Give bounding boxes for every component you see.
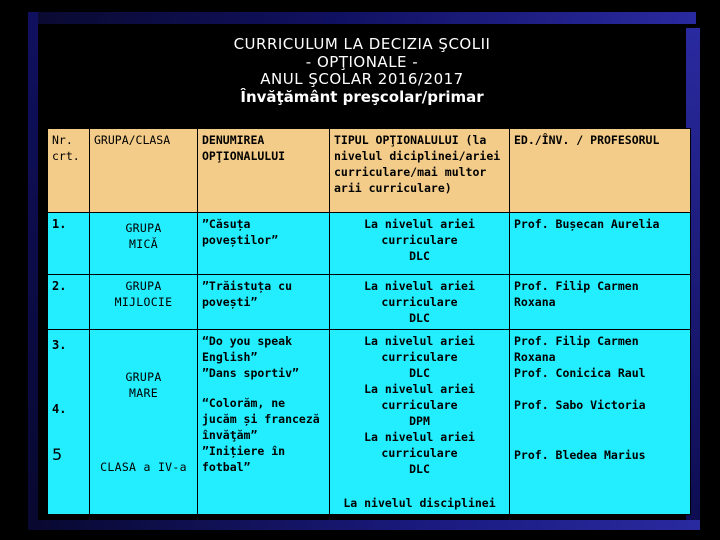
tip-line-4: DPM <box>409 414 430 428</box>
merged-tipuri <box>330 330 510 515</box>
slide-title <box>40 36 684 106</box>
table-header-row <box>48 129 691 213</box>
merged-profesori <box>510 330 691 515</box>
row-1-nr: 1. <box>48 213 90 275</box>
tip-line-1: La nivelul ariei curriculare <box>364 334 475 364</box>
row-2-grupa-line-2: MIJLOCIE <box>114 295 173 309</box>
merged-nr <box>48 330 90 515</box>
table-row-merged <box>48 330 691 515</box>
row-2-grupa-line-1: GRUPA <box>125 279 162 293</box>
row-1-grupa-line-2: MICĂ <box>129 237 158 251</box>
row-2-denumirea: ”Trăistuța cu povești” <box>198 275 330 330</box>
tip-line-3: La nivelul ariei curriculare <box>364 382 475 412</box>
tip-line-6: DLC <box>409 462 430 476</box>
profesor-filip: Prof. Filip Carmen Roxana <box>514 334 639 364</box>
header-denumirea: DENUMIREA OPŢIONALULUI <box>198 129 330 213</box>
curriculum-table <box>47 128 691 515</box>
merged-denumiri <box>198 330 330 515</box>
denumire-fotbal: ”Inițiere în fotbal” <box>202 444 286 474</box>
frame-top-bar <box>28 12 696 24</box>
row-1-tipul-line-2: DLC <box>409 249 430 263</box>
tip-line-2: DLC <box>409 366 430 380</box>
row-2-tipul <box>330 275 510 330</box>
row-2-tipul-line-1: La nivelul ariei curriculare <box>364 279 475 309</box>
title-line-1: CURRICULUM LA DECIZIA ŞCOLII <box>233 35 491 53</box>
row-2-profesor: Prof. Filip Carmen Roxana <box>510 275 691 330</box>
title-line-3: ANUL ŞCOLAR 2016/2017 <box>260 70 464 88</box>
tip-line-7: La nivelul disciplinei <box>343 496 496 510</box>
grupa-mare-line-1: GRUPA <box>125 370 162 384</box>
row-2-tipul-line-2: DLC <box>409 311 430 325</box>
merged-grupa <box>90 330 198 515</box>
header-grupa: GRUPA/CLASA <box>90 129 198 213</box>
row-3-nr: 3. <box>52 338 67 352</box>
tip-line-5: La nivelul ariei curriculare <box>364 430 475 460</box>
row-1-tipul <box>330 213 510 275</box>
clasa-iv: CLASA a IV-a <box>100 460 187 474</box>
frame-bottom-bar <box>28 520 700 530</box>
profesor-bledea: Prof. Bledea Marius <box>514 448 646 462</box>
row-4-nr: 4. <box>52 402 67 416</box>
row-1-tipul-line-1: La nivelul ariei curriculare <box>364 217 475 247</box>
row-1-profesor: Prof. Bușecan Aurelia <box>510 213 691 275</box>
row-2-nr: 2. <box>48 275 90 330</box>
table-row <box>48 275 691 330</box>
header-profesor: ED./ÎNV. / PROFESORUL <box>510 129 691 213</box>
grupa-mare-line-2: MARE <box>129 386 158 400</box>
denumire-dans: ”Dans sportiv” <box>202 366 299 380</box>
table-row <box>48 213 691 275</box>
profesor-conicica: Prof. Conicica Raul <box>514 366 646 380</box>
profesor-sabo: Prof. Sabo Victoria <box>514 398 646 412</box>
denumire-franceza: “Colorăm, ne jucăm și franceză învăţăm” <box>202 396 320 442</box>
row-2-grupa <box>90 275 198 330</box>
row-1-denumirea: ”Căsuța poveștilor” <box>198 213 330 275</box>
frame-left-bar <box>28 12 38 522</box>
title-line-4: Învăţământ preşcolar/primar <box>240 87 484 106</box>
row-1-grupa <box>90 213 198 275</box>
denumire-english: “Do you speak English” <box>202 334 293 364</box>
row-1-grupa-line-1: GRUPA <box>125 221 162 235</box>
spacer <box>202 381 325 395</box>
header-tipul: TIPUL OPŢIONALULUI (la nivelul diciplinei/ariei curriculare/mai multor arii curriculare) <box>330 129 510 213</box>
title-line-2: - OPŢIONALE - <box>305 52 419 71</box>
row-5-nr: 5 <box>52 445 63 464</box>
header-nr: Nr. crt. <box>48 129 90 213</box>
